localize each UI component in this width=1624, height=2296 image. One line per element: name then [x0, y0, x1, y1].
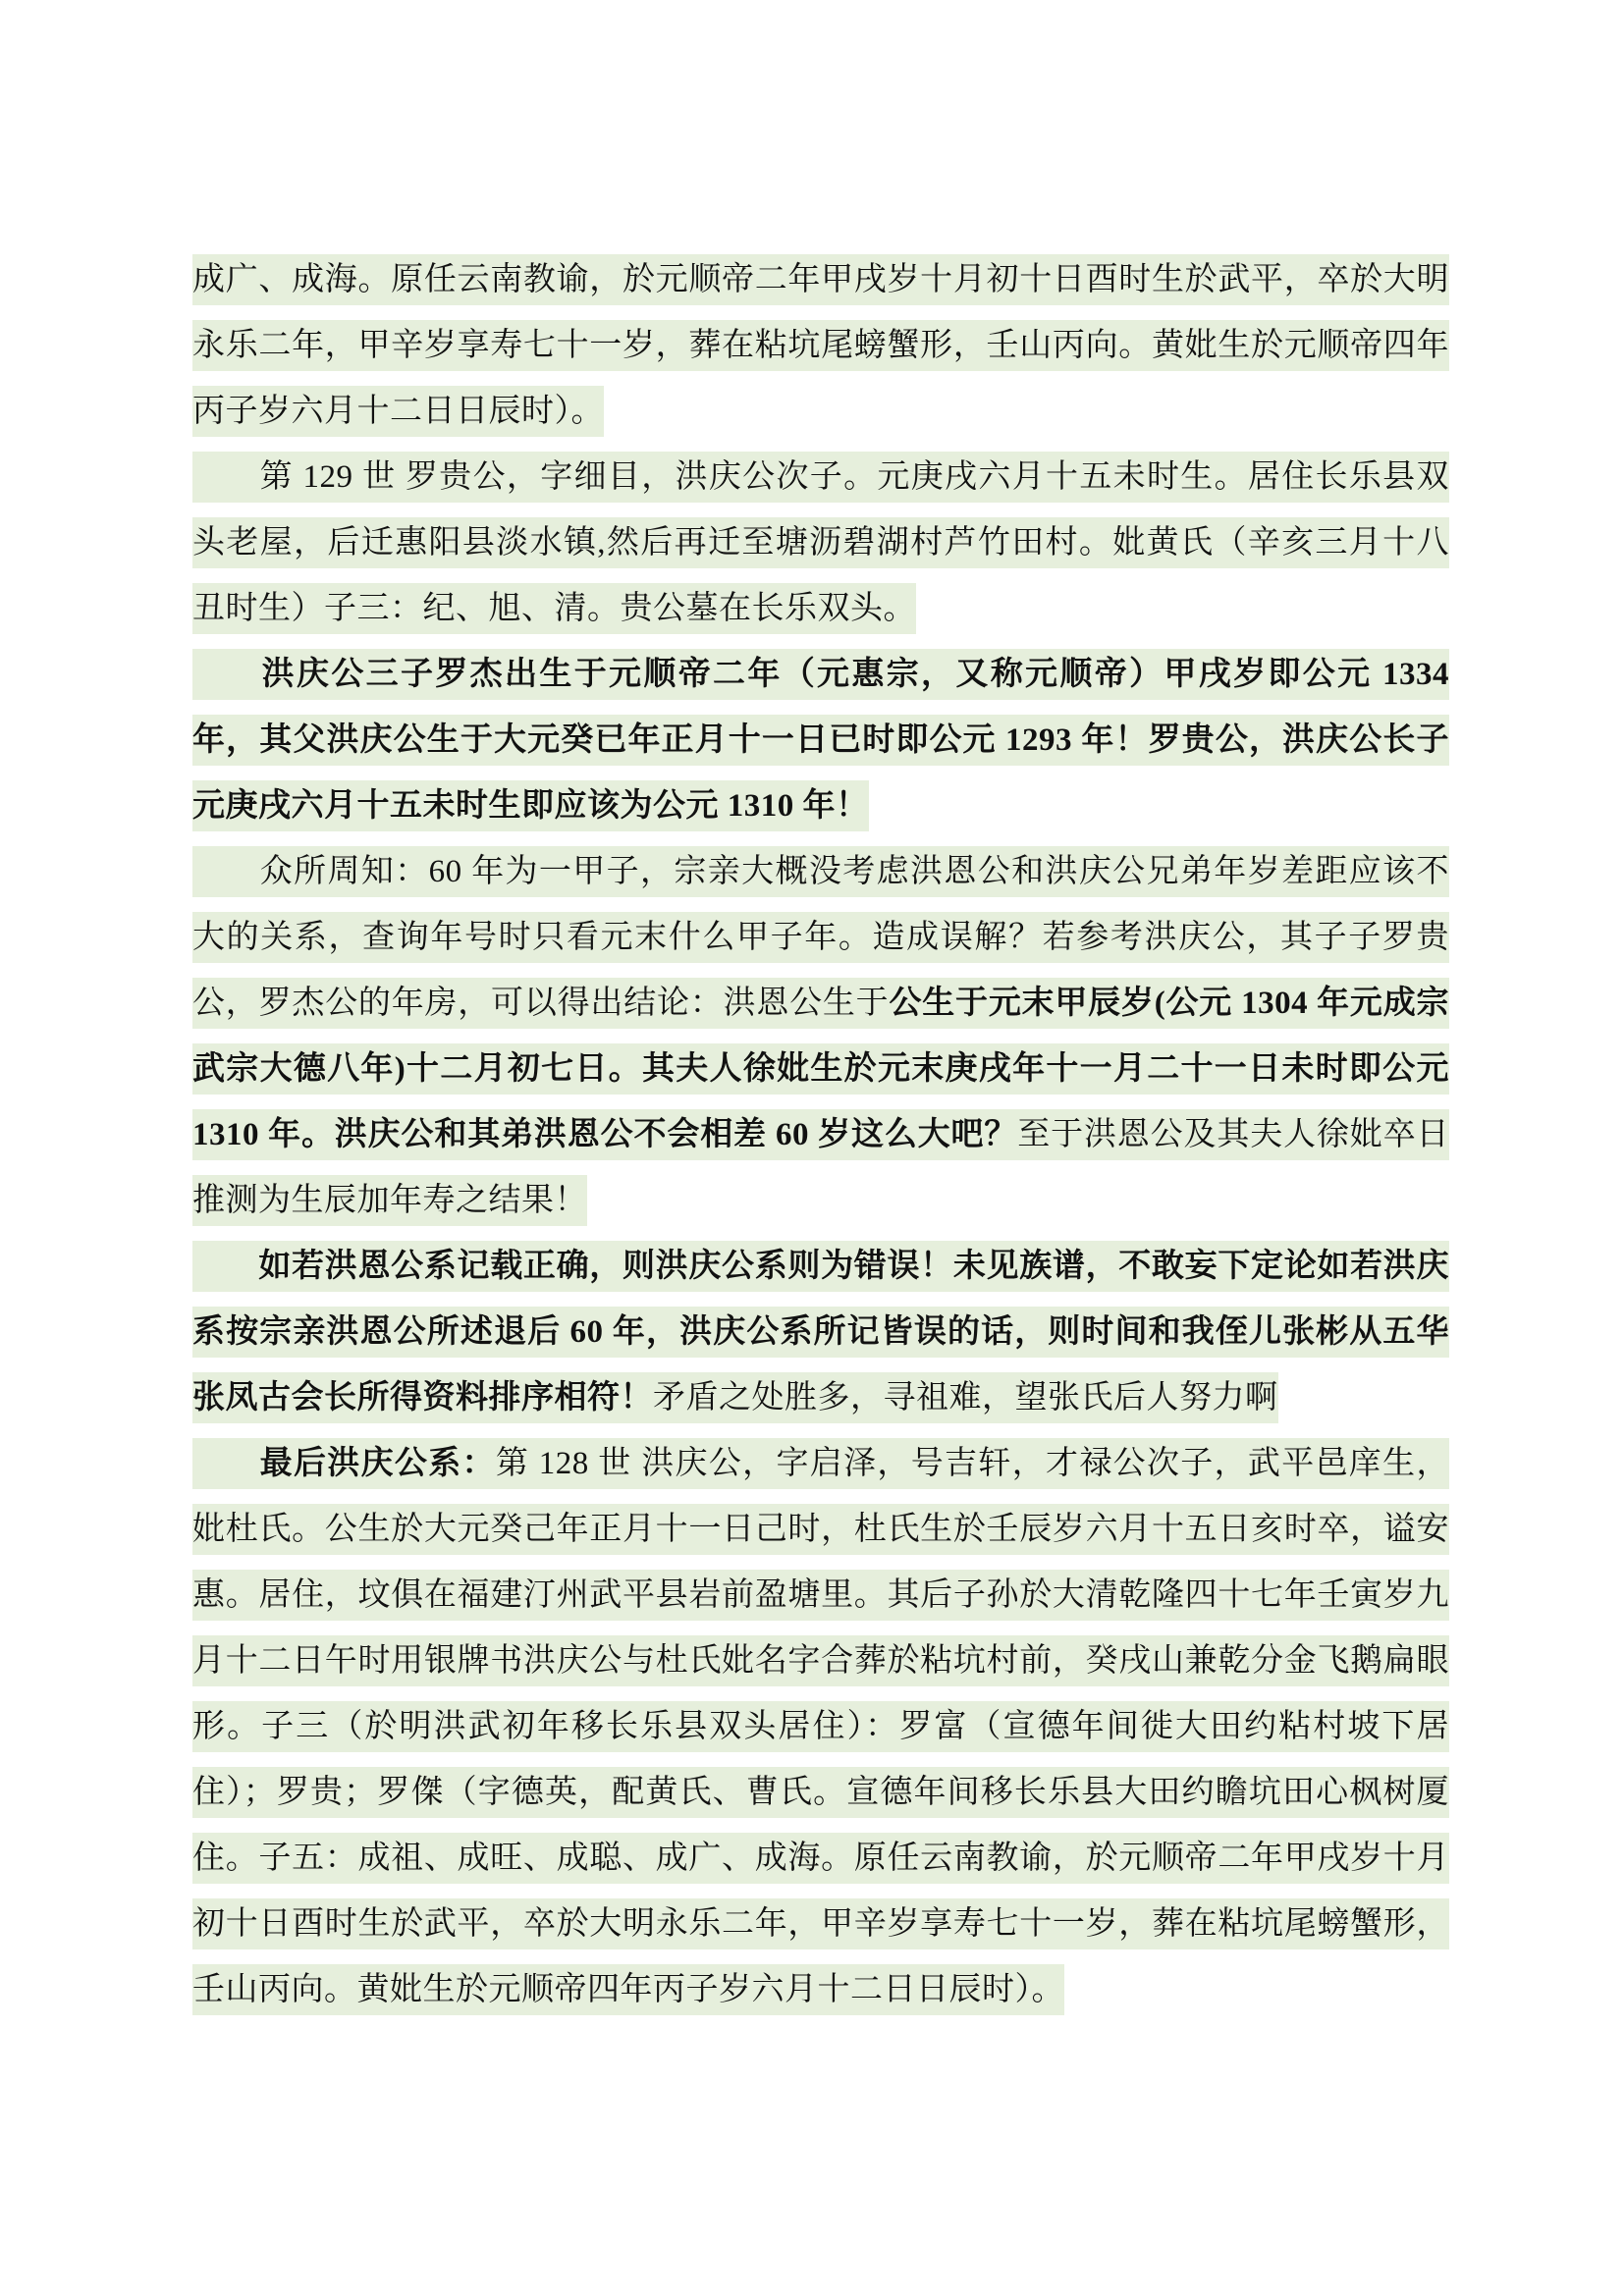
paragraph-2 — [192, 445, 1449, 642]
paragraph-5 — [192, 1234, 1449, 1431]
highlighted-bold-text: 最后洪庆公系： — [192, 1438, 496, 1489]
highlighted-text: 众所周知：60 年为一甲子，宗亲大概没考虑洪恩公和洪庆公兄弟年岁差距应该不大的关系，查询年号时只看元末什么甲子年。造成误解？若参考洪庆公，其子子罗贵公，罗杰公的年房，可以得出结论：洪恩公生于 — [192, 846, 1449, 1029]
highlighted-bold-text: 公生于元末甲辰岁(公元 1304 年元成宗武宗大德八年)十二月初七日。其夫人徐妣生於元末庚戌年十一月二十一日未时即公元 1310 年。洪庆公和其弟洪恩公不会相差 60 岁这么大吧？ — [192, 978, 1449, 1160]
highlighted-text: 至于洪恩公及其夫人徐妣卒日推测为生辰加年寿之结果！ — [192, 1109, 1449, 1226]
paragraph-3 — [192, 642, 1449, 839]
highlighted-text: 第 129 世 罗贵公，字细目，洪庆公次子。元庚戌六月十五未时生。居住长乐县双头老屋，后迁惠阳县淡水镇,然后再迁至塘沥碧湖村芦竹田村。妣黄氏（辛亥三月十八丑时生）子三：纪、旭、清。贵公墓在长乐双头。 — [192, 452, 1449, 634]
document-body — [192, 247, 1449, 2023]
highlighted-text: 第 128 世 洪庆公，字启泽，号吉轩，才禄公次子，武平邑庠生，妣杜氏。公生於大元癸己年正月十一日己时，杜氏生於壬辰岁六月十五日亥时卒，谥安惠。居住，坟俱在福建汀州武平县岩前盈塘里。其后子孙於大清乾隆四十七年壬寅岁九月十二日午时用银牌书洪庆公与杜氏妣名字合葬於粘坑村前，癸戌山兼乾分金飞鹅扁眼形。子三（於明洪武初年移长乐县双头居住）：罗富（宣德年间徙大田约粘村坡下居住）；罗贵；罗傑（字德英，配黄氏、曹氏。宣德年间移长乐县大田约瞻坑田心枫树厦住。子五：成祖、成旺、成聪、成广、成海。原任云南教谕，於元顺帝二年甲戌岁十月初十日酉时生於武平，卒於大明永乐二年，甲辛岁享寿七十一岁，葬在粘坑尾螃蟹形，壬山丙向。黄妣生於元顺帝四年丙子岁六月十二日日辰时）。 — [192, 1438, 1449, 2015]
document-page — [192, 247, 1449, 2023]
paragraph-1 — [192, 247, 1449, 445]
paragraph-4 — [192, 839, 1449, 1234]
paragraph-6 — [192, 1431, 1449, 2023]
highlighted-bold-text: 洪庆公三子罗杰出生于元顺帝二年（元惠宗，又称元顺帝）甲戌岁即公元 1334 年，其父洪庆公生于大元癸已年正月十一日已时即公元 1293 年！罗贵公，洪庆公长子元庚戌六月十五未时生即应该为公元 1310 年！ — [192, 649, 1449, 831]
highlighted-text: 成广、成海。原任云南教谕，於元顺帝二年甲戌岁十月初十日酉时生於武平，卒於大明永乐二年，甲辛岁享寿七十一岁，葬在粘坑尾螃蟹形，壬山丙向。黄妣生於元顺帝四年丙子岁六月十二日日辰时）。 — [192, 254, 1449, 437]
highlighted-text: 矛盾之处胜多，寻祖难，望张氏后人努力啊 — [653, 1372, 1278, 1423]
highlighted-bold-text: 如若洪恩公系记载正确，则洪庆公系则为错误！未见族谱，不敢妄下定论如若洪庆系按宗亲洪恩公所述退后 60 年，洪庆公系所记皆误的话，则时间和我侄儿张彬从五华张凤古会长所得资料排序相符！ — [192, 1241, 1449, 1423]
